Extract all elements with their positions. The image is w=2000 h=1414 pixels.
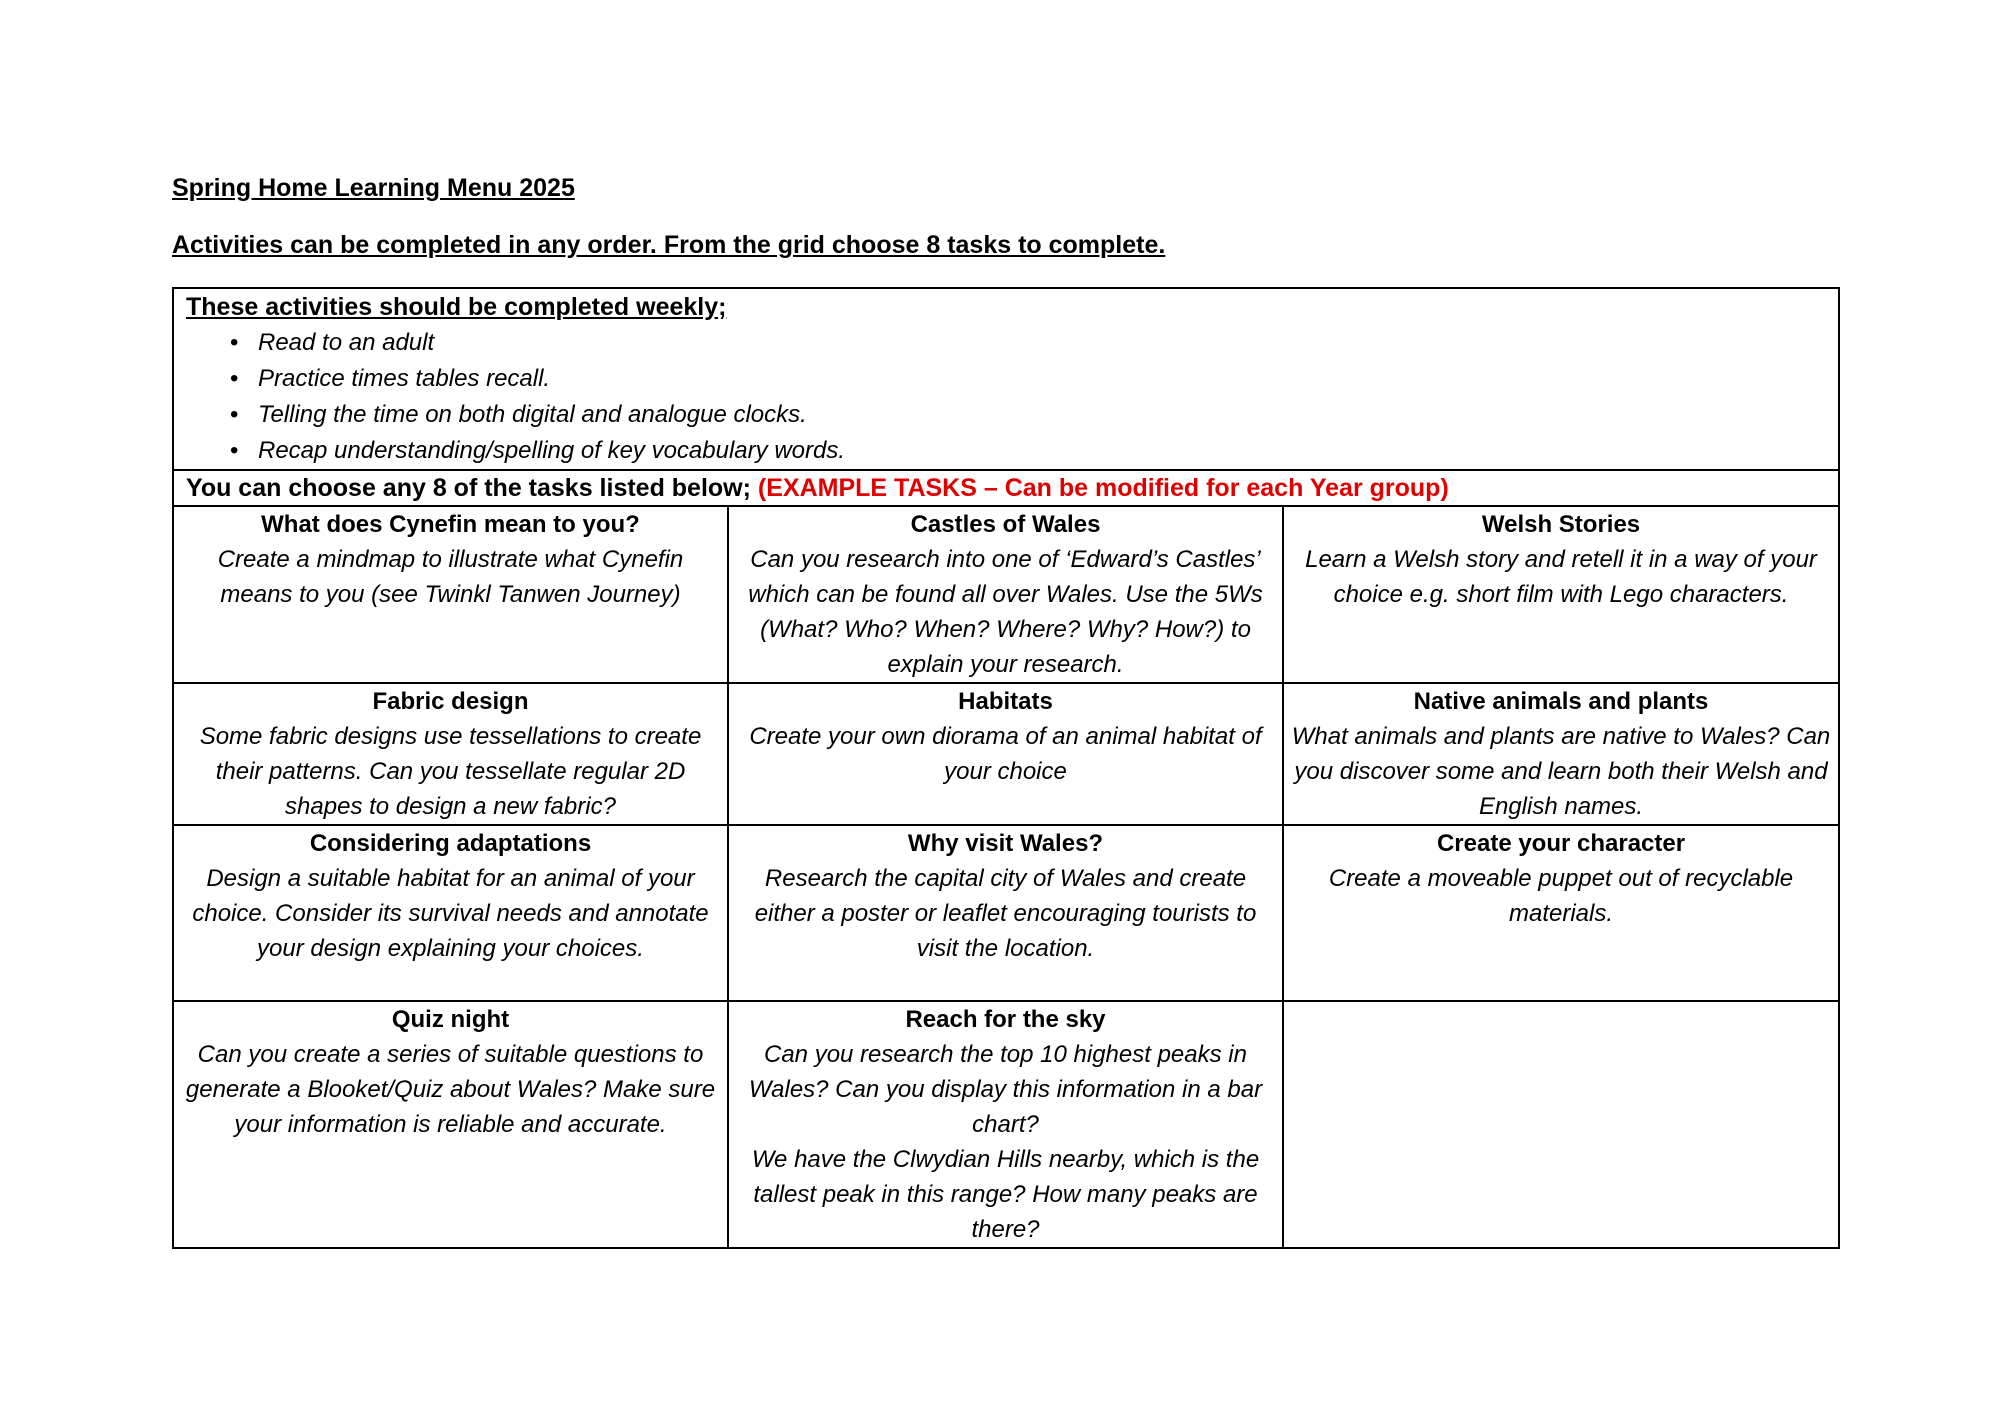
task-cell (1283, 506, 1839, 683)
task-row (173, 1001, 1839, 1248)
choose-text: You can choose any 8 of the tasks listed below; (186, 474, 758, 502)
weekly-item (186, 325, 1826, 361)
page-title: Spring Home Learning Menu 2025 (172, 174, 575, 202)
task-row (173, 683, 1839, 825)
empty-task-cell (1283, 1001, 1839, 1248)
weekly-item (186, 361, 1826, 397)
example-tasks-note: (EXAMPLE TASKS – Can be modified for each Year group) (757, 474, 1449, 502)
weekly-item-text: Telling the time on both digital and analogue clocks. (258, 401, 807, 428)
weekly-item-text: Read to an adult (258, 329, 435, 356)
weekly-activities-cell (173, 288, 1839, 470)
task-title: Why visit Wales? (907, 830, 1104, 857)
task-description: Can you research the top 10 highest peaks in Wales? Can you display this information in a bar chart? (748, 1041, 1263, 1138)
task-title: Habitats (958, 688, 1053, 715)
task-title: What does Cynefin mean to you? (261, 511, 640, 538)
task-cell (728, 683, 1283, 825)
choose-cell (173, 470, 1839, 506)
task-cell (1283, 683, 1839, 825)
task-cell (173, 825, 728, 1001)
task-title: Castles of Wales (910, 511, 1101, 538)
task-description: Can you research into one of ‘Edward’s Castles’ which can be found all over Wales. Use the 5Ws (What? Who? When? Where? Why? How?) to explain your research. (748, 546, 1263, 678)
task-description: Create a moveable puppet out of recyclable materials. (1328, 865, 1794, 927)
weekly-item (186, 433, 1826, 469)
task-description: Learn a Welsh story and retell it in a way of your choice e.g. short film with Lego characters. (1305, 546, 1817, 608)
weekly-item-text: Recap understanding/spelling of key vocabulary words. (258, 437, 846, 464)
weekly-heading: These activities should be completed weekly; (186, 293, 727, 321)
task-description: Can you create a series of suitable questions to generate a Blooket/Quiz about Wales? Make sure your information is reliable and accurate. (185, 1041, 716, 1138)
bullet-icon: • (230, 329, 239, 356)
choose-instruction (186, 471, 1826, 505)
task-cell (728, 1001, 1283, 1248)
task-cell (173, 683, 728, 825)
learning-menu-table (172, 287, 1840, 1249)
bullet-icon: • (230, 401, 239, 428)
task-description: Design a suitable habitat for an animal of your choice. Consider its survival needs and annotate your design explaining your choices. (192, 865, 709, 962)
bullet-icon: • (230, 365, 239, 392)
task-cell (728, 506, 1283, 683)
task-title: Reach for the sky (905, 1006, 1106, 1033)
weekly-item (186, 397, 1826, 433)
task-title: Quiz night (391, 1006, 510, 1033)
page-instruction: Activities can be completed in any order. From the grid choose 8 tasks to complete. (172, 231, 1166, 259)
task-cell (1283, 825, 1839, 1001)
task-title: Create your character (1436, 830, 1686, 857)
task-title: Welsh Stories (1481, 511, 1641, 538)
weekly-item-text: Practice times tables recall. (258, 365, 551, 392)
task-title: Native animals and plants (1413, 688, 1709, 715)
task-row (173, 825, 1839, 1001)
task-description: What animals and plants are native to Wales? Can you discover some and learn both their Welsh and English names. (1291, 723, 1831, 820)
task-cell (173, 506, 728, 683)
task-cell (728, 825, 1283, 1001)
weekly-list (186, 325, 1826, 469)
task-description: Create a mindmap to illustrate what Cynefin means to you (see Twinkl Tanwen Journey) (217, 546, 684, 608)
task-description-extra: We have the Clwydian Hills nearby, which is the tallest peak in this range? How many peaks are there? (751, 1146, 1260, 1243)
task-description: Some fabric designs use tessellations to create their patterns. Can you tessellate regular 2D shapes to design a new fabric? (199, 723, 702, 820)
task-title: Fabric design (372, 688, 529, 715)
task-description: Research the capital city of Wales and create either a poster or leaflet encouraging tourists to visit the location. (754, 865, 1257, 962)
weekly-row (173, 288, 1839, 470)
task-cell (173, 1001, 728, 1248)
task-description: Create your own diorama of an animal habitat of your choice (749, 723, 1262, 785)
bullet-icon: • (230, 437, 239, 464)
task-row (173, 506, 1839, 683)
task-title: Considering adaptations (309, 830, 592, 857)
choose-row (173, 470, 1839, 506)
